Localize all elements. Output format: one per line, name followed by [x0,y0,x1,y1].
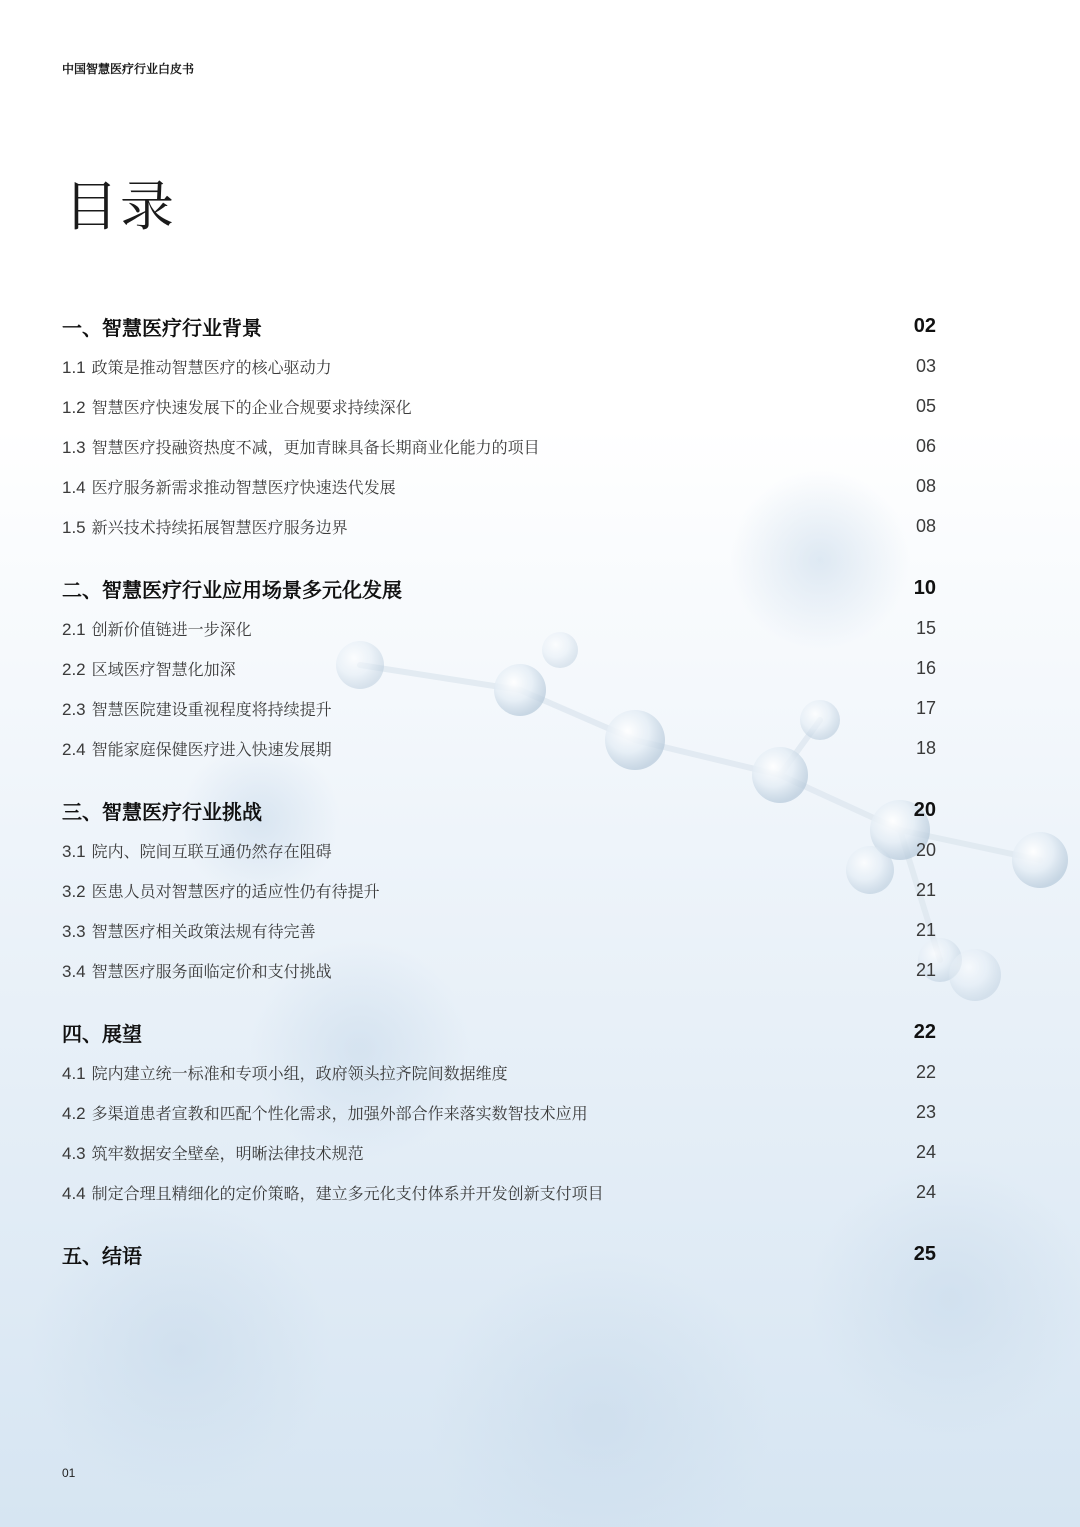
page-number: 01 [62,1466,76,1480]
toc-entry-title: 院内建立统一标准和专项小组，政府领头拉齐院间数据维度 [91,1063,508,1083]
toc-entry-title: 筑牢数据安全壁垒，明晰法律技术规范 [91,1143,364,1163]
toc-section [62,306,938,546]
section-title: 三、智慧医疗行业挑战 [62,799,262,824]
toc-entry-label [62,839,332,862]
toc-entry[interactable] [62,466,938,506]
toc-section [62,790,938,990]
section-title: 四、展望 [62,1021,142,1046]
toc-entry-number: 1.4 [62,477,86,497]
toc-entry-number: 3.2 [62,881,86,901]
toc-entry-number: 4.1 [62,1063,86,1083]
page-title: 目录 [64,175,176,238]
toc-entry-page-number: 15 [915,617,936,638]
toc-entry[interactable] [62,688,938,728]
toc-entry-page-number: 22 [915,1061,936,1082]
toc-entry-number: 3.3 [62,921,86,941]
toc-entry-label [62,395,412,418]
section-page-number: 22 [913,1020,936,1043]
toc-entry-label [62,879,380,902]
toc-entry-title: 智慧医疗服务面临定价和支付挑战 [91,961,332,981]
toc-entry[interactable] [62,386,938,426]
toc-entry-label [62,959,332,982]
toc-entry-label [62,1141,364,1164]
toc-entry-page-number: 05 [915,395,936,416]
toc-entry-page-number: 03 [915,355,936,376]
toc-entry-page-number: 21 [915,919,936,940]
toc-entry-page-number: 17 [915,697,936,718]
toc-entry-page-number: 21 [915,879,936,900]
toc-entry-title: 智慧医疗相关政策法规有待完善 [91,921,316,941]
toc-entry-page-number: 08 [915,515,936,536]
toc-entry-title: 新兴技术持续拓展智慧医疗服务边界 [91,517,348,537]
toc-section-heading[interactable] [62,1012,938,1052]
toc-section-heading[interactable] [62,790,938,830]
section-title: 五、结语 [62,1243,142,1268]
toc-entry-label [62,1061,508,1084]
toc-entry[interactable] [62,950,938,990]
toc-entry-title: 医患人员对智慧医疗的适应性仍有待提升 [91,881,380,901]
toc-entry-number: 2.1 [62,619,86,639]
toc-section-heading[interactable] [62,568,938,608]
toc-entry-page-number: 06 [915,435,936,456]
section-page-number: 25 [913,1242,936,1265]
toc-entry-page-number: 21 [915,959,936,980]
toc-entry-number: 2.3 [62,699,86,719]
toc-entry[interactable] [62,608,938,648]
section-title: 一、智慧医疗行业背景 [62,315,262,340]
toc-entry-title: 智能家庭保健医疗进入快速发展期 [91,739,332,759]
toc-section-heading[interactable] [62,306,938,346]
table-of-contents [62,306,938,1296]
toc-entry-label [62,657,236,680]
toc-entry-title: 医疗服务新需求推动智慧医疗快速迭代发展 [91,477,396,497]
toc-entry[interactable] [62,506,938,546]
toc-entry-label [62,617,252,640]
section-page-number: 20 [913,798,936,821]
toc-entry-number: 1.3 [62,437,86,457]
section-page-number: 02 [913,314,936,337]
toc-entry-number: 3.4 [62,961,86,981]
toc-entry[interactable] [62,648,938,688]
toc-entry-label [62,1101,588,1124]
toc-entry-title: 院内、院间互联互通仍然存在阻碍 [91,841,332,861]
toc-entry-page-number: 18 [915,737,936,758]
toc-entry[interactable] [62,1132,938,1172]
toc-entry[interactable] [62,910,938,950]
toc-entry-label [62,435,540,458]
toc-entry-title: 多渠道患者宣教和匹配个性化需求，加强外部合作来落实数智技术应用 [91,1103,588,1123]
toc-entry-title: 区域医疗智慧化加深 [91,659,236,679]
toc-entry-title: 创新价值链进一步深化 [91,619,252,639]
toc-entry-page-number: 23 [915,1101,936,1122]
toc-section [62,568,938,768]
toc-entry-page-number: 24 [915,1141,936,1162]
toc-entry-number: 1.5 [62,517,86,537]
toc-entry[interactable] [62,830,938,870]
toc-entry-label [62,737,332,760]
section-title: 二、智慧医疗行业应用场景多元化发展 [62,577,402,602]
toc-entry[interactable] [62,1172,938,1212]
toc-entry-page-number: 20 [915,839,936,860]
toc-entry-number: 2.2 [62,659,86,679]
toc-entry-number: 4.2 [62,1103,86,1123]
section-page-number: 10 [913,576,936,599]
toc-entry-title: 制定合理且精细化的定价策略，建立多元化支付体系并开发创新支付项目 [91,1183,604,1203]
toc-entry[interactable] [62,728,938,768]
toc-entry-page-number: 08 [915,475,936,496]
toc-entry[interactable] [62,870,938,910]
toc-entry-number: 3.1 [62,841,86,861]
toc-entry[interactable] [62,1052,938,1092]
toc-entry[interactable] [62,426,938,466]
toc-entry-label [62,355,332,378]
toc-entry-title: 智慧医疗快速发展下的企业合规要求持续深化 [91,397,412,417]
toc-section [62,1234,938,1274]
toc-section [62,1012,938,1212]
toc-entry-page-number: 24 [915,1181,936,1202]
toc-section-heading[interactable] [62,1234,938,1274]
toc-entry[interactable] [62,346,938,386]
toc-entry-number: 4.3 [62,1143,86,1163]
toc-entry-label [62,919,316,942]
toc-entry-title: 智慧医院建设重视程度将持续提升 [91,699,332,719]
toc-entry[interactable] [62,1092,938,1132]
document-header-title: 中国智慧医疗行业白皮书 [62,62,195,76]
toc-entry-label [62,515,348,538]
toc-entry-title: 政策是推动智慧医疗的核心驱动力 [91,357,332,377]
toc-entry-number: 2.4 [62,739,86,759]
toc-entry-label [62,697,332,720]
toc-entry-label [62,1181,604,1204]
toc-entry-number: 1.2 [62,397,86,417]
toc-entry-page-number: 16 [915,657,936,678]
toc-entry-title: 智慧医疗投融资热度不减，更加青睐具备长期商业化能力的项目 [91,437,540,457]
toc-entry-label [62,475,396,498]
toc-entry-number: 1.1 [62,357,86,377]
toc-entry-number: 4.4 [62,1183,86,1203]
